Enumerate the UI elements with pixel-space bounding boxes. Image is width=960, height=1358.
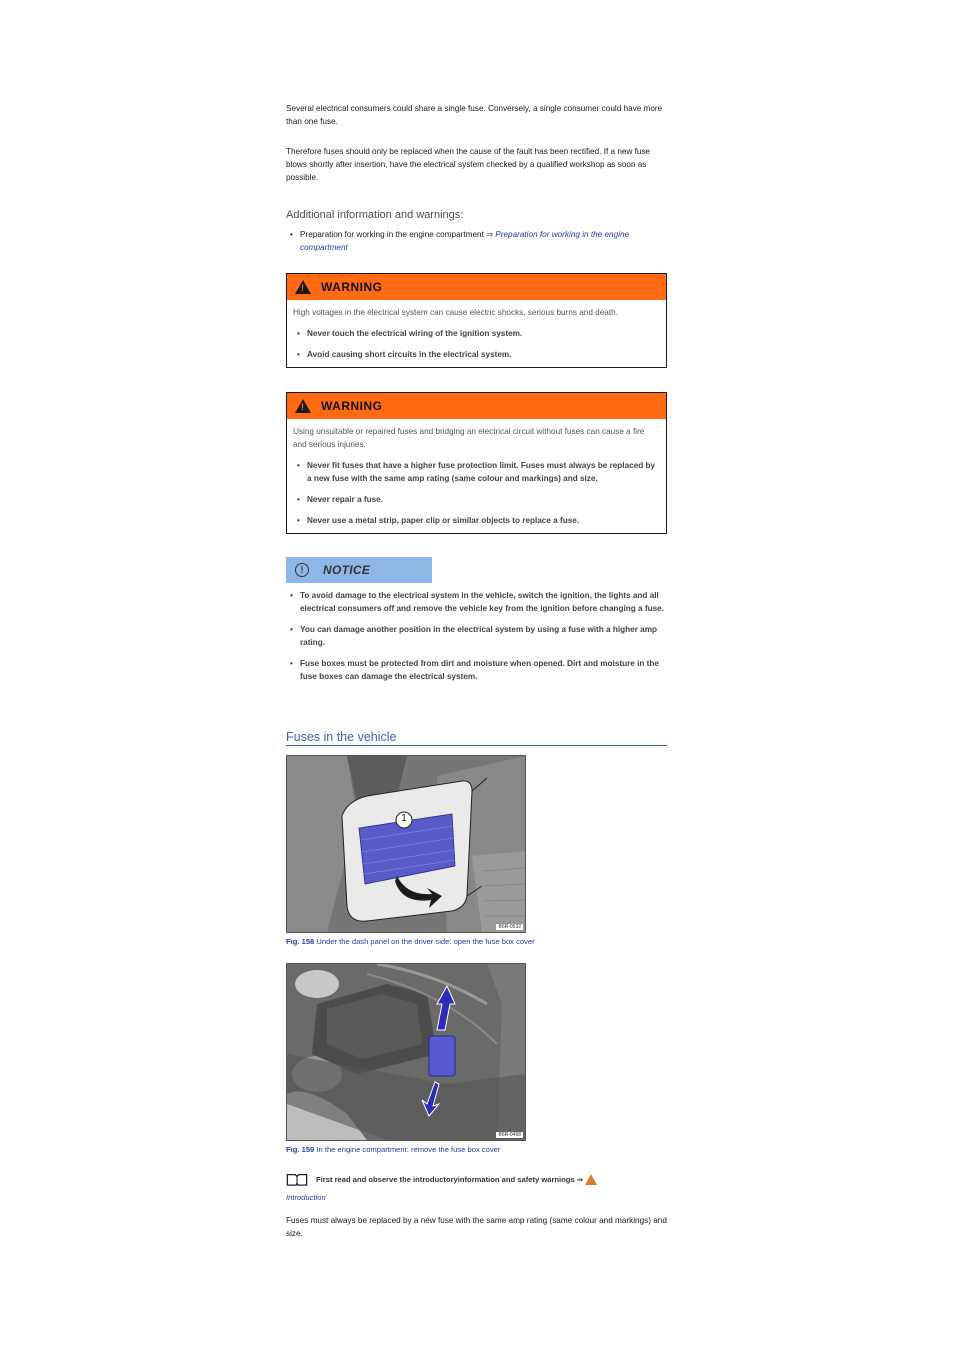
warning-item: • Avoid causing short circuits in the electrical system. [293,348,660,361]
warning-label-2: WARNING [321,399,383,413]
callout-1: 1 [401,813,407,824]
additional-info [286,209,667,254]
caption-text: In the engine compartment: remove the fuse box cover [314,1145,501,1154]
notice-item: • Fuse boxes must be protected from dirt and moisture when opened. Dirt and moisture in the fuse boxes can damage the electrical system. [286,657,667,683]
figure-code: B6R-0468 [498,1132,521,1138]
figure-code: B6R-0532 [498,924,521,930]
notice-header [286,557,432,583]
additional-list [286,228,667,254]
book-icon [286,1172,308,1186]
additional-item-text: Preparation for working in the engine compartment [300,230,487,239]
figure-159-caption [286,1145,500,1154]
preparation-link[interactable]: ⇒ Preparation for working in the engine compartment [300,230,630,252]
warning-header-1 [287,274,666,300]
dash-panel-illustration [287,756,525,932]
section-title: Fuses in the vehicle [286,730,667,746]
notice-list [286,589,667,683]
warning-lead-2: Using unsuitable or repaired fuses and bridging an electrical circuit without fuses can cause a fire and serious injuries. [293,427,645,449]
intro-paragraph-2: Therefore fuses should only be replaced when the cause of the fault has been rectified. If a new fuse blows shortly after insertion, have the electrical system checked by a qualified workshop as soon as possible. [286,147,651,182]
final-paragraph: Fuses must always be replaced by a new fuse with the same amp rating (same colour and markings) and size. [286,1216,667,1238]
additional-item [286,228,667,254]
figure-159-image [286,963,526,1141]
warning-item: • Never touch the electrical wiring of the ignition system. [293,327,660,340]
notice-item: • You can damage another position in the electrical system by using a fuse with a higher amp rating. [286,623,667,649]
warning-item: • Never fit fuses that have a higher fuse protection limit. Fuses must always be replaced by a new fuse with the same amp rating (same colour and markings) and size. [293,459,660,485]
figure-158-caption [286,937,535,946]
exclamation-circle-icon: ! [295,563,309,577]
warning-list-2 [293,459,660,527]
introduction-link[interactable]: Introduction [286,1193,326,1202]
warning-box-1 [286,273,667,368]
warning-triangle-icon: ! [295,399,311,413]
caption-text: Under the dash panel on the driver side: open the fuse box cover [314,937,535,946]
read-first-text: First read and observe the introductoryinformation and safety warnings ⇒ [316,1174,584,1184]
additional-heading: Additional information and warnings: [286,209,464,221]
warning-label-1: WARNING [321,280,383,294]
warning-body-1 [287,300,666,367]
warning-item: • Never repair a fuse. [293,493,660,506]
warning-lead-1: High voltages in the electrical system can cause electric shocks, serious burns and death. [293,308,618,317]
intro-paragraph-1: Several electrical consumers could share a single fuse. Conversely, a single consumer could have more than one fuse. [286,104,663,126]
warning-triangle-icon: ! [295,280,311,294]
intro [286,102,667,184]
figure-158-image [286,755,526,933]
warning-body-2 [287,419,666,533]
final-paragraph-wrap [286,1214,667,1240]
engine-compartment-illustration [287,964,525,1140]
notice-item: • To avoid damage to the electrical system in the vehicle, switch the ignition, the lights and all electrical consumers off and remove the vehicle key from the ignition before changing a fuse. [286,589,667,615]
read-first-row [286,1172,597,1186]
notice-body [286,581,667,683]
figure-number: Fig. 159 [286,1145,315,1154]
warning-triangle-icon [585,1174,597,1185]
figure-number: Fig. 158 [286,937,315,946]
warning-header-2 [287,393,666,419]
warning-list-1 [293,327,660,361]
warning-box-2 [286,392,667,534]
warning-item: • Never use a metal strip, paper clip or similar objects to replace a fuse. [293,514,660,527]
notice-label: NOTICE [323,563,371,577]
